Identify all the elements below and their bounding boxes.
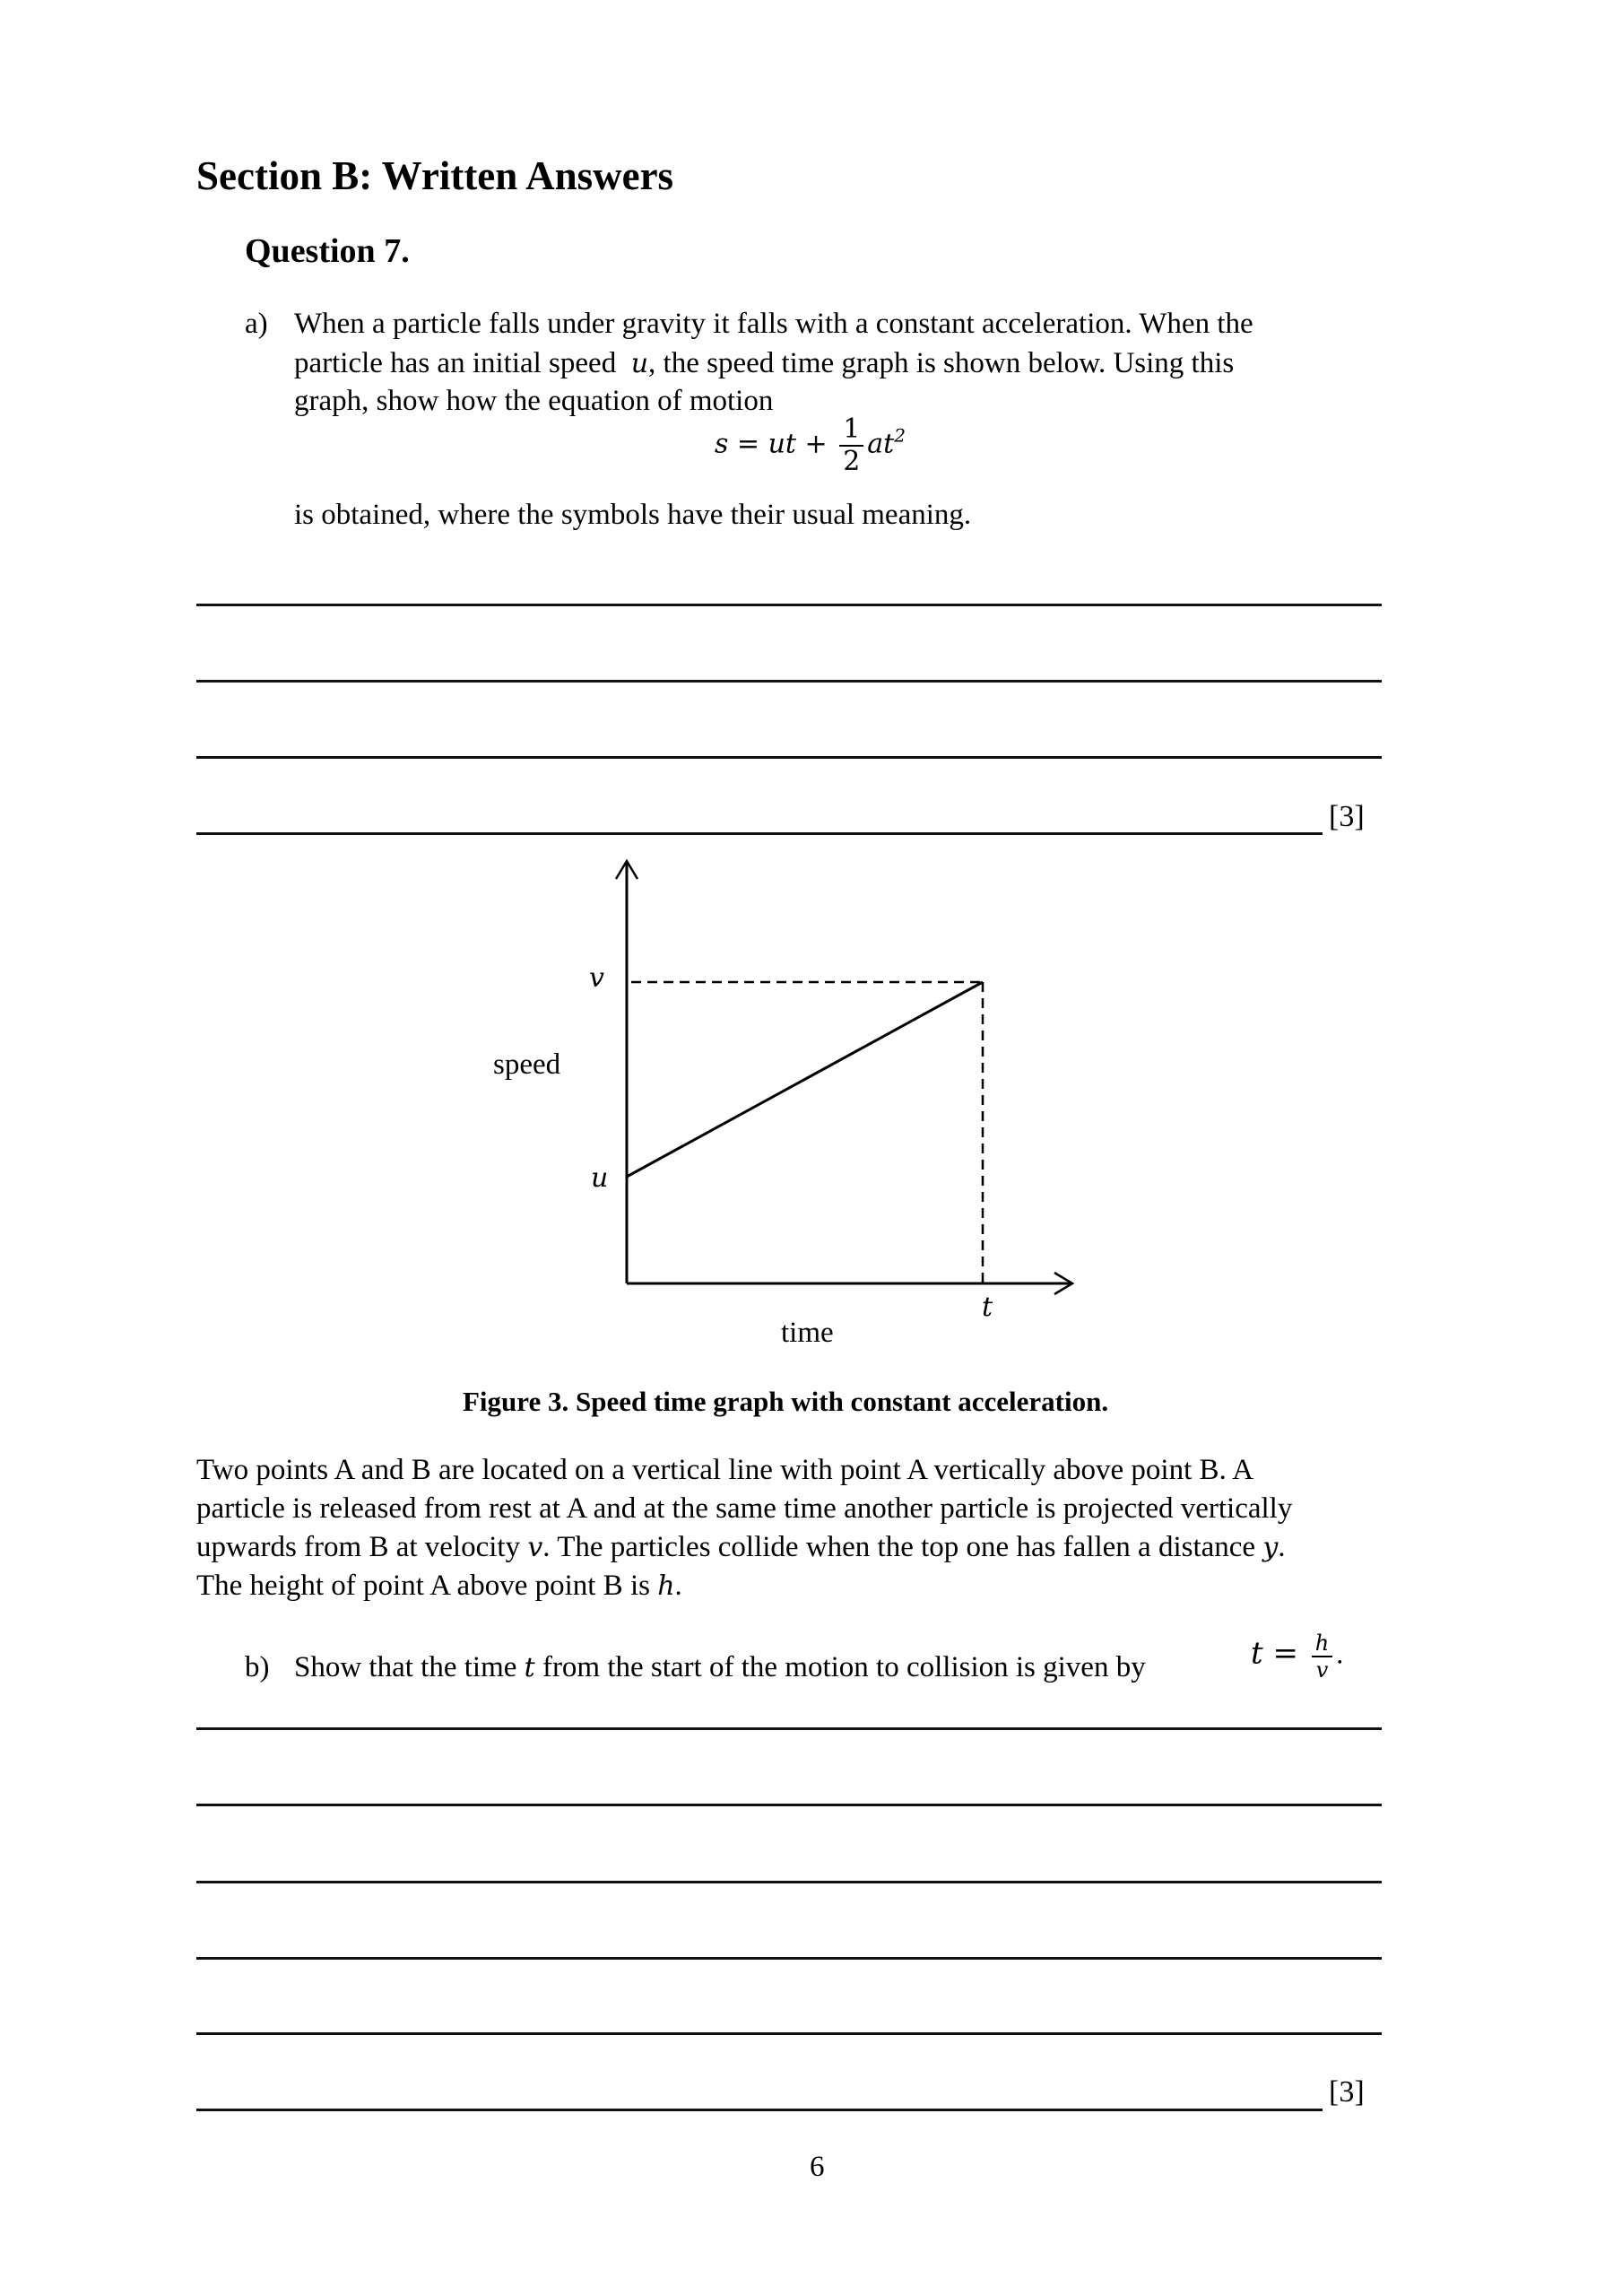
marks-a: [3] — [1329, 800, 1365, 833]
var-y: y — [1262, 1532, 1279, 1563]
scenario-line-3: upwards from B at velocity v. The particles collide when the top one has fallen a distance y. — [196, 1531, 1286, 1563]
answer-line[interactable] — [196, 1727, 1382, 1730]
eq-rhs: at — [867, 428, 895, 460]
answer-line[interactable] — [196, 604, 1382, 606]
part-b-question: Show that the time t from the start of the motion to collision is given by — [294, 1651, 1146, 1683]
answer-line[interactable] — [196, 1804, 1382, 1806]
var-u: u — [630, 348, 649, 379]
answer-line[interactable] — [196, 1957, 1382, 1960]
var-t: t — [524, 1652, 535, 1683]
part-a-text-cont: , the speed time graph is shown below. Using this — [648, 347, 1235, 379]
x-axis-label: time — [781, 1317, 834, 1349]
var-h: h — [657, 1570, 675, 1602]
scenario-line-4: The height of point A above point B is h. — [196, 1570, 682, 1602]
part-b-label: b) — [245, 1651, 270, 1683]
marks-b: [3] — [1329, 2075, 1365, 2109]
var-v: v — [527, 1532, 543, 1563]
speed-time-graph — [466, 843, 1112, 1363]
equation-suvat — [715, 414, 906, 477]
label-t: t — [982, 1292, 993, 1323]
part-a-label: a) — [245, 308, 268, 340]
part-a-after: is obtained, where the symbols have their usual meaning. — [294, 499, 972, 531]
answer-line[interactable] — [196, 2032, 1382, 2035]
part-b-equation: t = $\frac{h}{v}$ . — [1251, 1631, 1344, 1683]
scenario-line-2: particle is released from rest at A and at the same time another particle is projected vertically — [196, 1492, 1293, 1525]
part-a-line-1: When a particle falls under gravity it falls with a constant acceleration. When the — [294, 308, 1253, 340]
label-u: u — [591, 1162, 609, 1194]
answer-line[interactable] — [196, 2109, 1323, 2111]
page-number: 6 — [810, 2151, 825, 2183]
figure-caption: Figure 3. Speed time graph with constant acceleration. — [463, 1386, 1109, 1417]
answer-line[interactable] — [196, 680, 1382, 683]
answer-line[interactable] — [196, 832, 1323, 835]
answer-line[interactable] — [196, 756, 1382, 759]
part-a-line-3: graph, show how the equation of motion — [294, 385, 774, 417]
label-v: v — [589, 962, 604, 994]
answer-line[interactable] — [196, 1881, 1382, 1883]
part-a-line-2 — [294, 344, 1234, 383]
question-title: Question 7. — [245, 232, 410, 270]
scenario-line-1: Two points A and B are located on a vertical line with point A vertically above point B. A — [196, 1454, 1254, 1486]
section-title: Section B: Written Answers — [196, 153, 674, 198]
part-a-text: particle has an initial speed — [294, 347, 617, 379]
y-axis-label: speed — [493, 1048, 561, 1081]
eq-sup: 2 — [894, 424, 906, 447]
eq-lhs: s = ut + — [715, 428, 837, 460]
eq-fraction: $\frac{1}{2}$ — [839, 414, 863, 477]
